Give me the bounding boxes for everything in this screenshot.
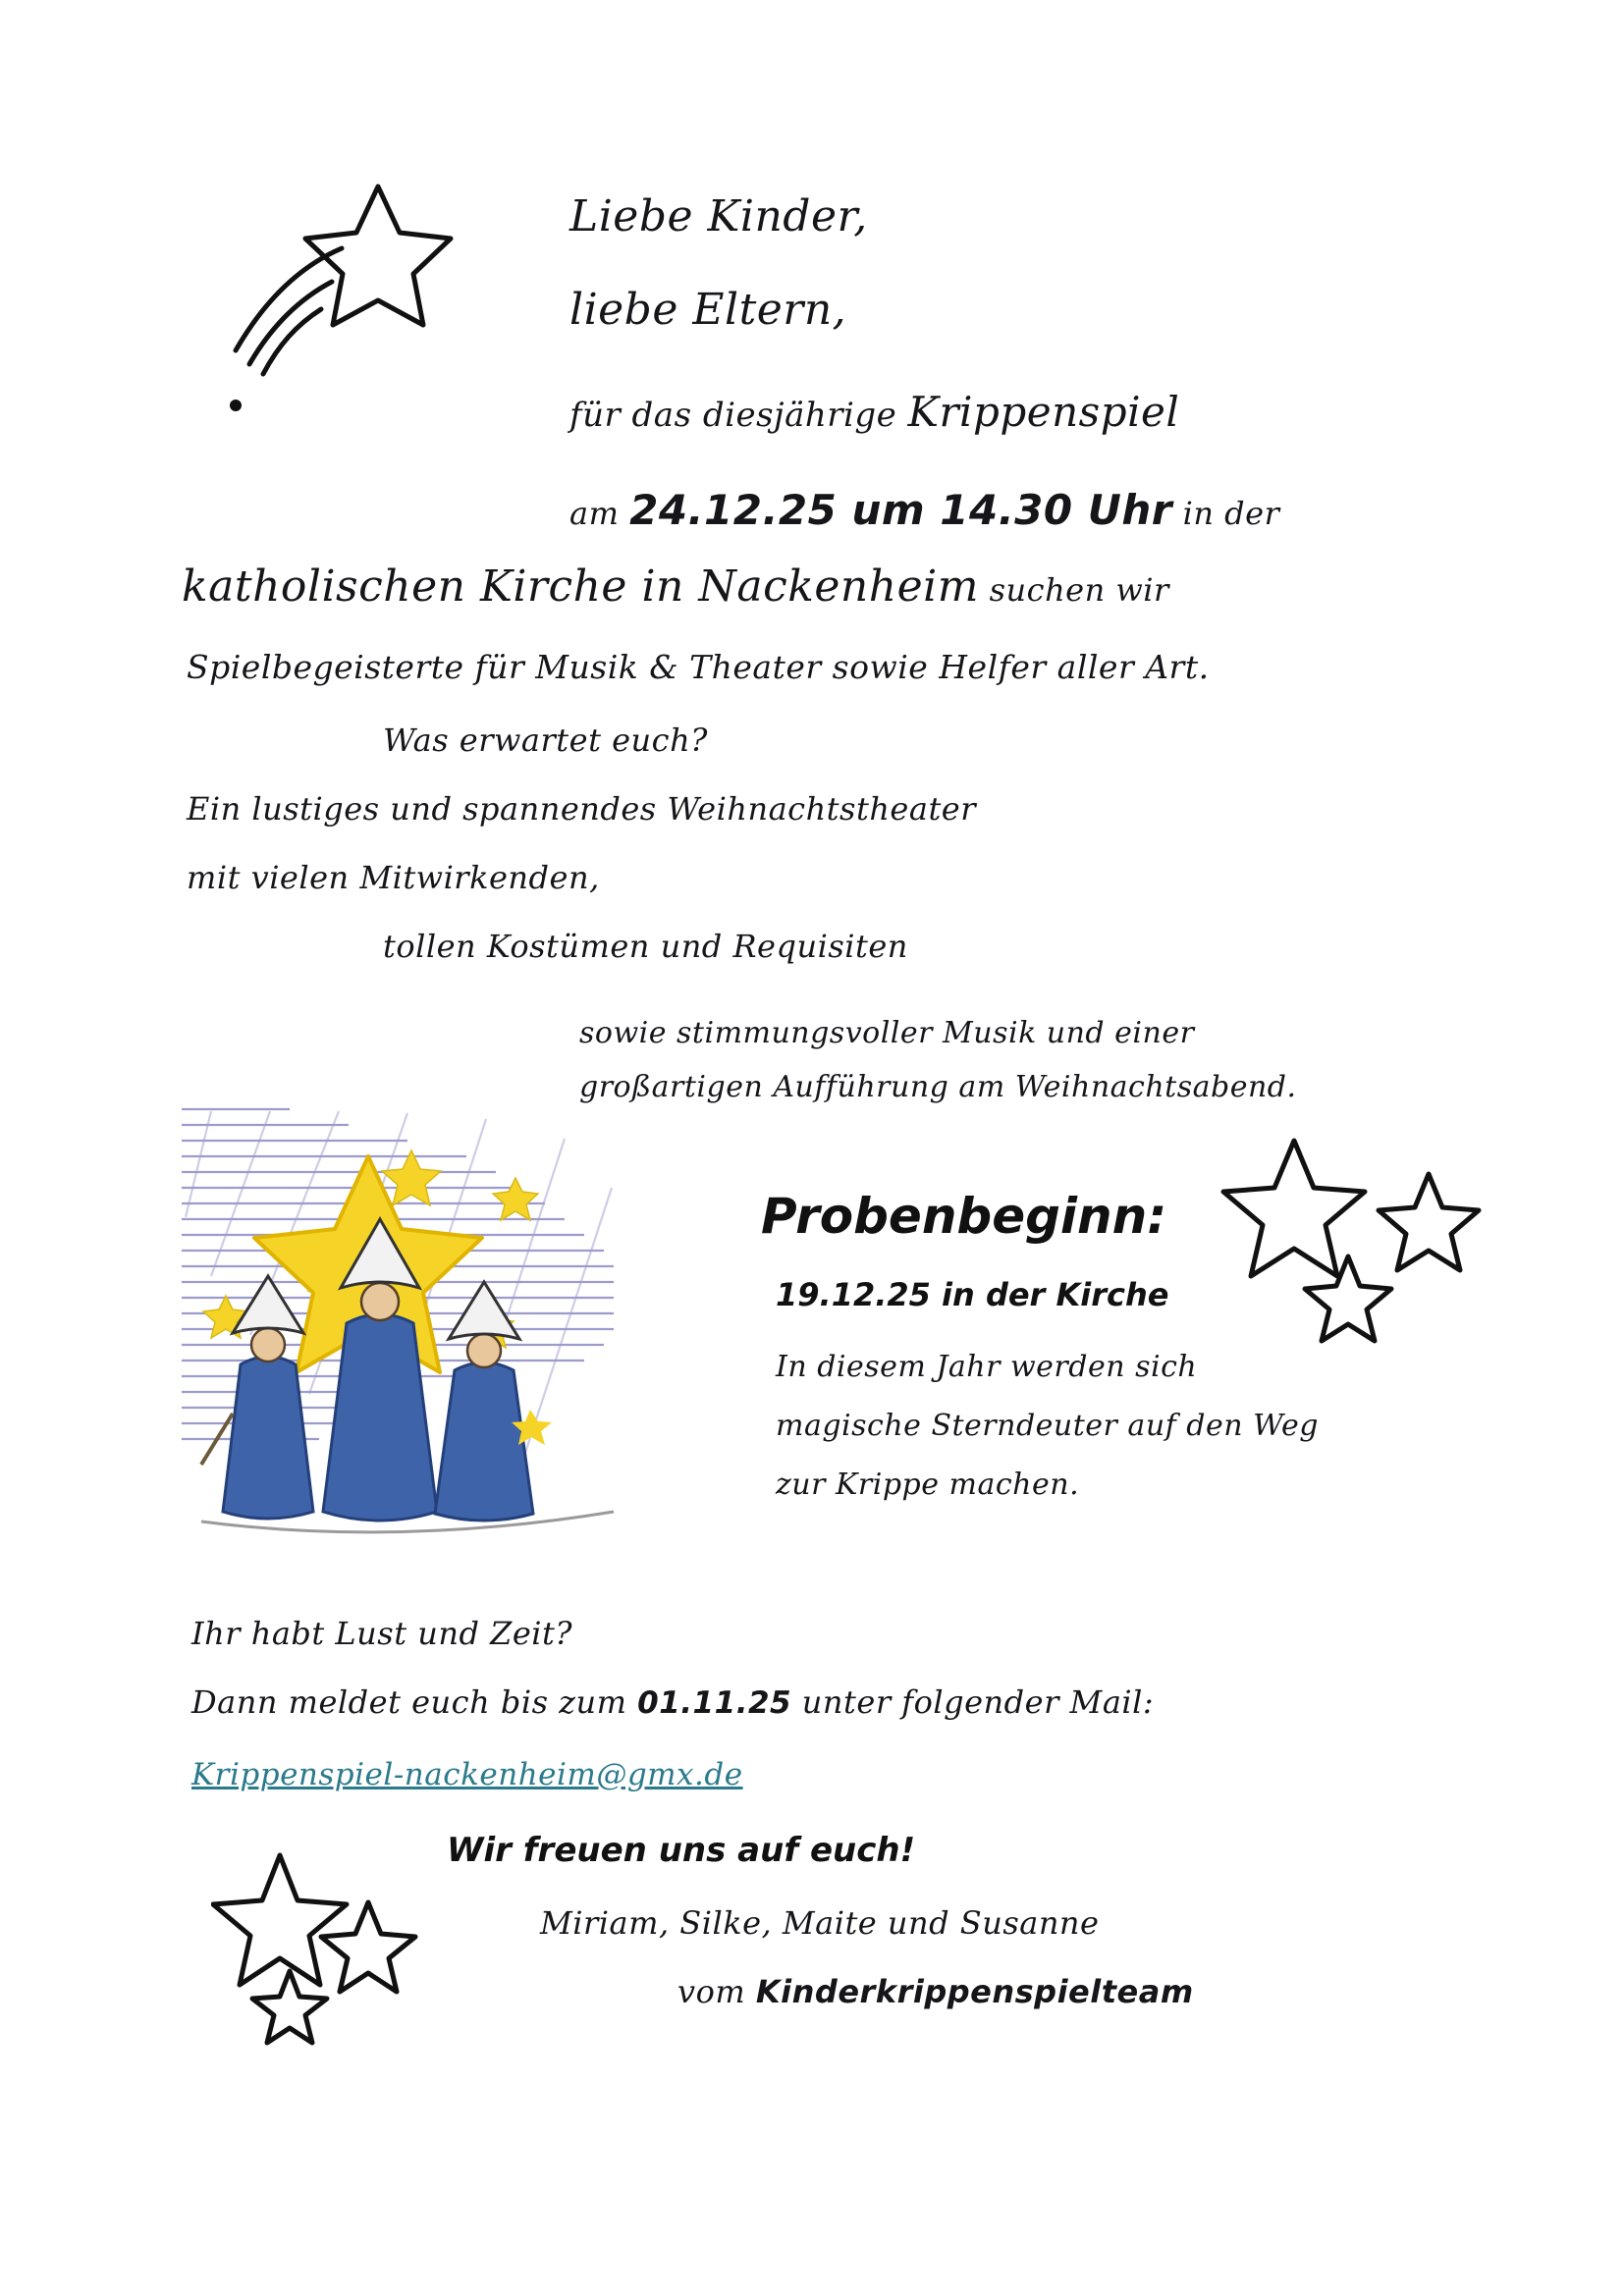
star-cluster-icon [1218, 1129, 1502, 1359]
intro-prefix: für das diesjährige [569, 396, 908, 435]
rehearsal-text-2: magische Sterndeuter auf den Weg [776, 1409, 1319, 1443]
rehearsal-heading: Probenbeginn: [761, 1188, 1167, 1245]
question-line: Was erwartet euch? [383, 721, 708, 759]
date-prefix: am [569, 495, 630, 532]
team-prefix: vom [677, 1973, 756, 2010]
closing-team-line [677, 1973, 1194, 2010]
greeting-line-2: liebe Eltern, [569, 285, 847, 335]
venue-line [182, 561, 1169, 612]
rehearsal-text-1: In diesem Jahr werden sich [776, 1350, 1198, 1384]
rehearsal-date: 19.12.25 in der Kirche [776, 1276, 1169, 1313]
event-date: 24.12.25 um 14.30 Uhr [629, 486, 1172, 534]
expect-line-1: Ein lustiges und spannendes Weihnachtstheater [187, 790, 977, 828]
deadline-date: 01.11.25 [637, 1685, 792, 1721]
shooting-star-icon [206, 172, 481, 451]
signup-question: Ihr habt Lust und Zeit? [191, 1615, 573, 1652]
date-suffix: in der [1171, 495, 1280, 532]
closing-names: Miriam, Silke, Maite und Susanne [540, 1904, 1100, 1942]
expect-line-4: sowie stimmungsvoller Musik und einer [579, 1016, 1195, 1050]
star-cluster-icon-2 [211, 1845, 437, 2056]
deadline-prefix: Dann meldet euch bis zum [191, 1683, 638, 1721]
rehearsal-text-3: zur Krippe machen. [776, 1468, 1080, 1502]
intro-line [569, 388, 1179, 436]
expect-line-3: tollen Kostümen und Requisiten [383, 928, 908, 965]
illustration-three-wise-men [172, 1099, 643, 1584]
intro-highlight: Krippenspiel [907, 388, 1180, 436]
seeking-line: Spielbegeisterte für Musik & Theater sowie Helfer aller Art. [187, 648, 1210, 686]
venue-name: katholischen Kirche in Nackenheim [182, 561, 979, 612]
deadline-suffix: unter folgender Mail: [791, 1683, 1155, 1721]
date-line [569, 486, 1279, 534]
team-name: Kinderkrippenspielteam [755, 1973, 1194, 2010]
greeting-line-1: Liebe Kinder, [569, 191, 868, 241]
expect-line-5: großartigen Aufführung am Weihnachtsabend. [579, 1070, 1297, 1104]
signup-deadline-line [191, 1683, 1154, 1721]
closing-thanks: Wir freuen uns auf euch! [447, 1831, 916, 1870]
expect-line-2: mit vielen Mitwirkenden, [187, 859, 600, 896]
venue-suffix: suchen wir [978, 571, 1169, 609]
contact-email-link[interactable]: Krippenspiel-nackenheim@gmx.de [191, 1757, 743, 1792]
